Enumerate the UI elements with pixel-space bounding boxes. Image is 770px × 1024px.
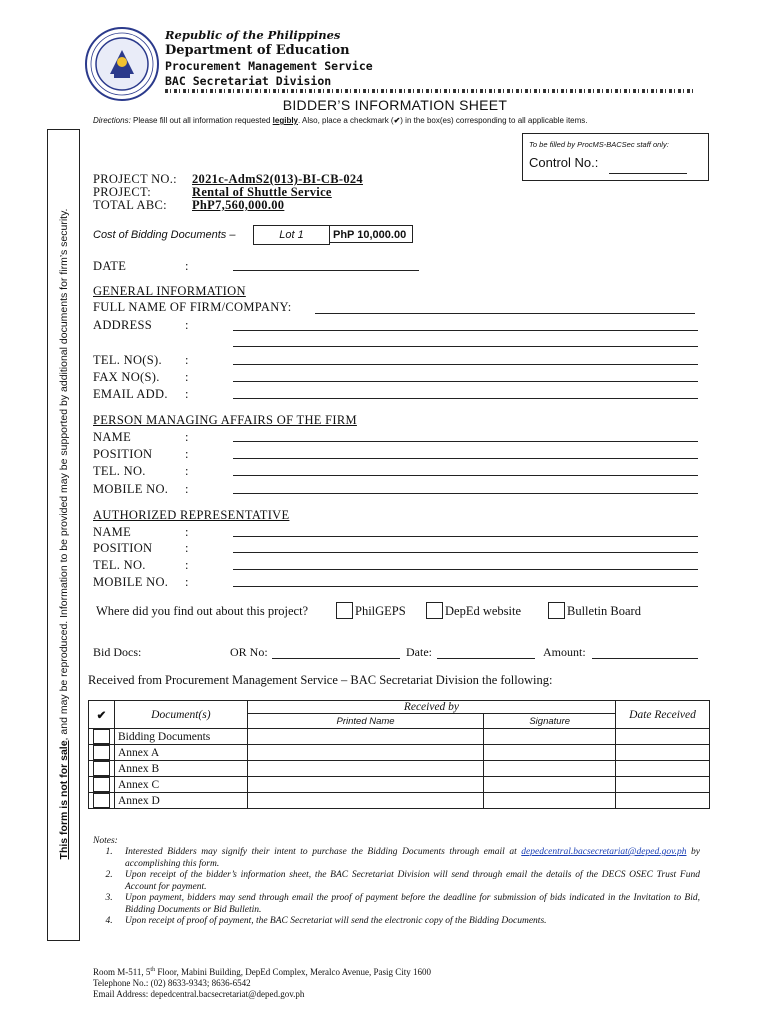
rep-tel-label: TEL. NO. bbox=[93, 558, 146, 572]
control-no-field[interactable] bbox=[609, 173, 687, 174]
bulletin-board-label: Bulletin Board bbox=[567, 604, 641, 618]
printed-name-cell[interactable] bbox=[247, 729, 484, 745]
person-mobile-field[interactable] bbox=[233, 493, 698, 494]
signature-cell[interactable] bbox=[484, 777, 616, 793]
address-field-1[interactable] bbox=[233, 330, 698, 331]
footer bbox=[93, 965, 431, 1000]
total-abc-label: TOTAL ABC: bbox=[93, 198, 167, 212]
tel-field[interactable] bbox=[233, 364, 698, 365]
footer-telephone: Telephone No.: (02) 8633-9343; 8636-6542 bbox=[93, 978, 251, 988]
general-info-heading: GENERAL INFORMATION bbox=[93, 284, 246, 298]
received-statement: Received from Procurement Management Service – BAC Secretariat Division the following: bbox=[88, 673, 553, 687]
row-checkbox[interactable] bbox=[93, 745, 110, 760]
note-item: 4. Upon receipt of proof of payment, the BAC Secretariat will send the electronic copy of the Bidding Documents. bbox=[105, 916, 547, 926]
directions-label: Directions: bbox=[93, 116, 131, 125]
signature-cell[interactable] bbox=[484, 793, 616, 809]
person-name-field[interactable] bbox=[233, 441, 698, 442]
philgeps-label: PhilGEPS bbox=[355, 604, 406, 618]
bulletin-board-checkbox[interactable] bbox=[548, 602, 565, 619]
signature-cell[interactable] bbox=[484, 729, 616, 745]
row-checkbox[interactable] bbox=[93, 729, 110, 744]
address-field-2[interactable] bbox=[233, 346, 698, 347]
printed-name-cell[interactable] bbox=[247, 793, 484, 809]
person-position-field[interactable] bbox=[233, 458, 698, 459]
person-mobile-label: MOBILE NO. bbox=[93, 482, 169, 496]
amount-label: Amount: bbox=[543, 645, 586, 659]
cost-lot: Lot 1 bbox=[279, 229, 304, 241]
date-received-cell[interactable] bbox=[616, 761, 710, 777]
authorized-rep-heading: AUTHORIZED REPRESENTATIVE bbox=[93, 508, 290, 522]
person-managing-heading: PERSON MANAGING AFFAIRS OF THE FIRM bbox=[93, 413, 357, 427]
not-for-sale-text: This form is not for sale bbox=[58, 740, 70, 860]
date-field[interactable] bbox=[233, 270, 419, 271]
email-link[interactable]: depedcentral.bacsecretariat@deped.gov.ph bbox=[521, 847, 687, 857]
cost-amount: PhP 10,000.00 bbox=[333, 229, 407, 241]
document-name: Annex D bbox=[114, 793, 247, 809]
email-label: EMAIL ADD. bbox=[93, 387, 168, 401]
rep-mobile-field[interactable] bbox=[233, 586, 698, 587]
cost-lot-box bbox=[253, 225, 330, 245]
side-note: This form is not for sale, and may be reproduced. Information to be provided may be supported by additional documents for firm’s security. bbox=[58, 208, 70, 860]
project-value: Rental of Shuttle Service bbox=[192, 185, 332, 199]
department-line: Department of Education bbox=[165, 43, 350, 58]
document-column-header: Document(s) bbox=[114, 701, 247, 729]
source-question: Where did you find out about this project? bbox=[96, 604, 309, 618]
republic-line: Republic of the Philippines bbox=[165, 28, 341, 42]
page-title: BIDDER’S INFORMATION SHEET bbox=[282, 97, 508, 113]
printed-name-cell[interactable] bbox=[247, 761, 484, 777]
row-checkbox[interactable] bbox=[93, 793, 110, 808]
note-item: 3. Upon payment, bidders may send through email the proof of payment before the deadline for submission of bids indicated in the Invitation to Bid, Bidding Documents or Bid Bulletin. bbox=[105, 893, 700, 915]
control-no-label: Control No.: bbox=[529, 155, 599, 170]
notes-label: Notes: bbox=[93, 836, 118, 846]
rep-tel-field[interactable] bbox=[233, 569, 698, 570]
bid-docs-label: Bid Docs: bbox=[93, 645, 142, 659]
project-label: PROJECT: bbox=[93, 185, 152, 199]
staff-box-heading: To be filled by ProcMS-BACSec staff only: bbox=[529, 140, 669, 149]
directions: Directions: Please fill out all information requested legibly. Also, place a checkmark (✔) in the box(es) corresponding to all applicable items. bbox=[93, 116, 588, 125]
signature-cell[interactable] bbox=[484, 745, 616, 761]
tel-label: TEL. NO(S). bbox=[93, 353, 162, 367]
received-by-header: Received by bbox=[247, 701, 615, 714]
rep-mobile-label: MOBILE NO. bbox=[93, 575, 169, 589]
checkmark-icon: ✔ bbox=[393, 116, 401, 125]
note-item: 1. Interested Bidders may signify their intent to purchase the Bidding Documents through email at depedcentral.bacsecretariat@deped.gov.ph by accomplishing this form. bbox=[105, 847, 700, 869]
decorative-border bbox=[165, 89, 693, 93]
total-abc-value: PhP7,560,000.00 bbox=[192, 198, 285, 212]
service-line: Procurement Management Service bbox=[165, 59, 373, 73]
row-checkbox[interactable] bbox=[93, 761, 110, 776]
or-no-field[interactable] bbox=[272, 658, 400, 659]
staff-box bbox=[522, 133, 709, 181]
cost-label: Cost of Bidding Documents – bbox=[93, 229, 236, 241]
rep-position-label: POSITION bbox=[93, 541, 153, 555]
check-column-header: ✔ bbox=[89, 701, 115, 729]
project-no-label: PROJECT NO.: bbox=[93, 172, 177, 186]
table-row bbox=[89, 745, 710, 761]
bid-date-field[interactable] bbox=[437, 658, 535, 659]
legibly-emphasis: legibly bbox=[272, 116, 298, 125]
printed-name-header: Printed Name bbox=[247, 714, 484, 729]
table-row bbox=[89, 793, 710, 809]
document-name: Annex B bbox=[114, 761, 247, 777]
deped-website-label: DepEd website bbox=[445, 604, 522, 618]
amount-field[interactable] bbox=[592, 658, 698, 659]
bid-date-label: Date: bbox=[406, 645, 432, 659]
notes-section bbox=[93, 836, 700, 928]
signature-header: Signature bbox=[484, 714, 616, 729]
note-item: 2. Upon receipt of the bidder’s information sheet, the BAC Secretariat Division will send through email the details of the DECS OSEC Trust Fund Account for payment. bbox=[105, 870, 700, 892]
table-row bbox=[89, 729, 710, 745]
printed-name-cell[interactable] bbox=[247, 745, 484, 761]
date-received-cell[interactable] bbox=[616, 729, 710, 745]
person-tel-field[interactable] bbox=[233, 475, 698, 476]
agency-header bbox=[165, 28, 373, 88]
date-received-cell[interactable] bbox=[616, 793, 710, 809]
rep-position-field[interactable] bbox=[233, 552, 698, 553]
fax-label: FAX NO(S). bbox=[93, 370, 160, 384]
signature-cell[interactable] bbox=[484, 761, 616, 777]
documents-table bbox=[88, 700, 710, 809]
philgeps-checkbox[interactable] bbox=[336, 602, 353, 619]
date-label: DATE bbox=[93, 259, 127, 273]
document-name: Annex C bbox=[114, 777, 247, 793]
table-row bbox=[89, 761, 710, 777]
rep-name-field[interactable] bbox=[233, 536, 698, 537]
person-tel-label: TEL. NO. bbox=[93, 464, 146, 478]
date-received-header: Date Received bbox=[616, 701, 710, 729]
document-name: Annex A bbox=[114, 745, 247, 761]
fax-field[interactable] bbox=[233, 381, 698, 382]
deped-website-checkbox[interactable] bbox=[426, 602, 443, 619]
firm-name-field[interactable] bbox=[315, 313, 695, 314]
or-no-label: OR No: bbox=[230, 645, 268, 659]
email-field[interactable] bbox=[233, 398, 698, 399]
footer-email: Email Address: depedcentral.bacsecretariat@deped.gov.ph bbox=[93, 989, 305, 999]
person-name-label: NAME bbox=[93, 430, 132, 444]
cost-amount-box bbox=[329, 225, 413, 243]
table-row bbox=[89, 777, 710, 793]
person-position-label: POSITION bbox=[93, 447, 153, 461]
address-label: ADDRESS bbox=[93, 318, 153, 332]
row-checkbox[interactable] bbox=[93, 777, 110, 792]
deped-seal-logo bbox=[84, 26, 160, 102]
footer-address: Room M-511, 5th Floor, Mabini Building, DepEd Complex, Meralco Avenue, Pasig City 1600 bbox=[93, 967, 432, 977]
project-no-value: 2021c-AdmS2(013)-BI-CB-024 bbox=[192, 172, 363, 186]
firm-name-label: FULL NAME OF FIRM/COMPANY: bbox=[93, 300, 292, 314]
date-received-cell[interactable] bbox=[616, 745, 710, 761]
date-received-cell[interactable] bbox=[616, 777, 710, 793]
rep-name-label: NAME bbox=[93, 525, 132, 539]
printed-name-cell[interactable] bbox=[247, 777, 484, 793]
document-name: Bidding Documents bbox=[114, 729, 247, 745]
division-line: BAC Secretariat Division bbox=[165, 74, 332, 88]
